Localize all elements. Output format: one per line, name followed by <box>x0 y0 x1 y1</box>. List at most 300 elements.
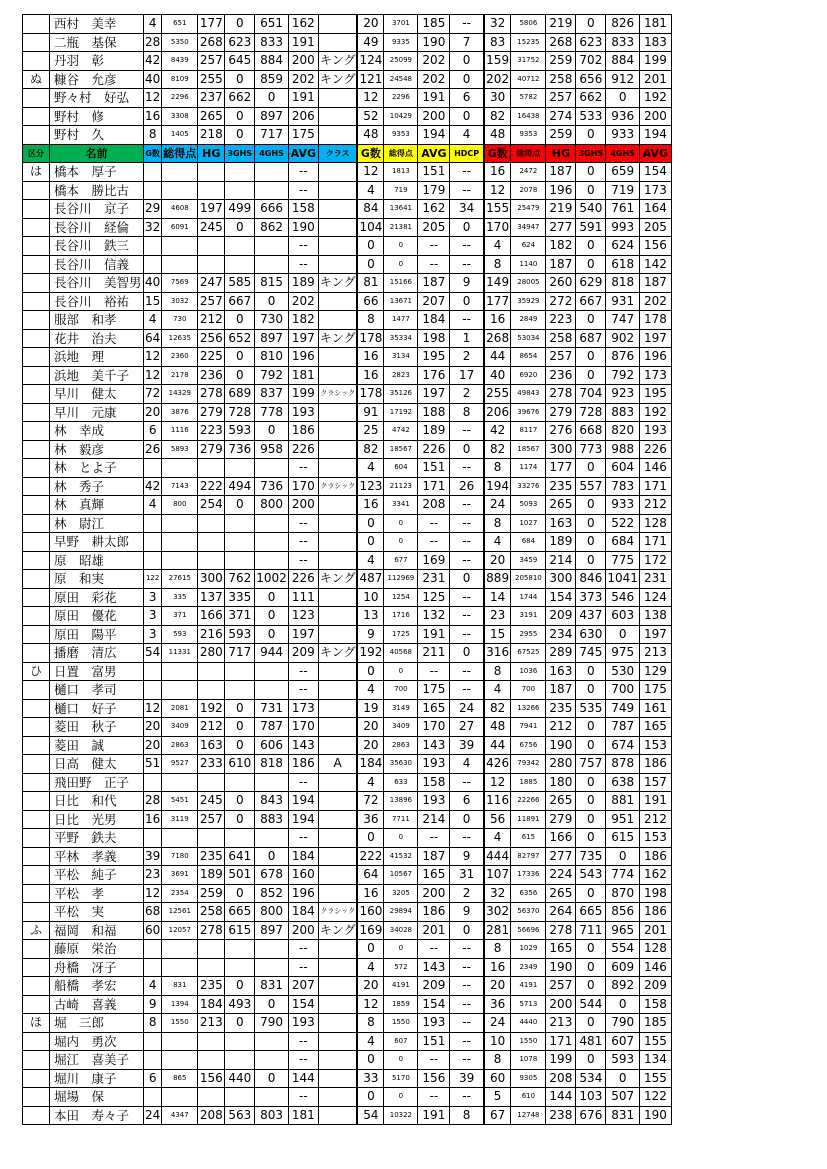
value-cell <box>198 662 225 681</box>
value-cell: 668 <box>576 422 606 441</box>
kubun-cell <box>23 329 50 348</box>
value-cell: 201 <box>639 921 671 940</box>
value-cell: 187 <box>546 255 576 274</box>
table-row <box>23 792 672 811</box>
value-cell: 153 <box>639 736 671 755</box>
value-cell: -- <box>418 829 450 848</box>
value-cell: 730 <box>162 311 198 330</box>
value-cell: 426 <box>484 755 511 774</box>
value-cell: 280 <box>546 755 576 774</box>
table-row <box>23 385 672 404</box>
value-cell: 522 <box>606 514 640 533</box>
value-cell: クラシック <box>318 385 357 404</box>
value-cell: 171 <box>546 1032 576 1051</box>
value-cell: 197 <box>639 329 671 348</box>
name-cell: 原田 彩花 <box>50 588 144 607</box>
value-cell: 213 <box>198 1014 225 1033</box>
value-cell: 773 <box>576 440 606 459</box>
value-cell <box>144 829 162 848</box>
value-cell: 186 <box>639 847 671 866</box>
header-b-1: 総得点 <box>384 144 418 163</box>
value-cell: 652 <box>225 329 255 348</box>
value-cell: 507 <box>606 1088 640 1107</box>
value-cell: 66 <box>357 292 383 311</box>
value-cell: 803 <box>255 1106 289 1125</box>
value-cell: 154 <box>639 163 671 182</box>
value-cell: 280 <box>198 644 225 663</box>
value-cell: 40 <box>144 70 162 89</box>
value-cell: 0 <box>450 440 484 459</box>
value-cell: 774 <box>606 866 640 885</box>
value-cell: 200 <box>418 107 450 126</box>
value-cell: 778 <box>255 403 289 422</box>
value-cell: 178 <box>357 329 383 348</box>
value-cell: 151 <box>418 1032 450 1051</box>
header-b-0: G数 <box>357 144 383 163</box>
value-cell <box>255 163 289 182</box>
value-cell: 28005 <box>511 274 546 293</box>
value-cell: 247 <box>198 274 225 293</box>
value-cell: 173 <box>639 181 671 200</box>
value-cell: 187 <box>546 163 576 182</box>
value-cell <box>255 551 289 570</box>
kubun-cell <box>23 385 50 404</box>
value-cell: 2178 <box>162 366 198 385</box>
value-cell: -- <box>450 311 484 330</box>
value-cell: 208 <box>418 496 450 515</box>
value-cell: 6756 <box>511 736 546 755</box>
value-cell: -- <box>450 181 484 200</box>
value-cell: 876 <box>606 348 640 367</box>
value-cell: 8 <box>484 1051 511 1070</box>
value-cell: 54 <box>357 1106 383 1125</box>
value-cell: 0 <box>576 958 606 977</box>
value-cell: 185 <box>639 1014 671 1033</box>
value-cell: 197 <box>288 329 318 348</box>
name-cell: 野々村 好弘 <box>50 89 144 108</box>
value-cell: 146 <box>639 459 671 478</box>
value-cell: 815 <box>255 274 289 293</box>
value-cell: 39676 <box>511 403 546 422</box>
value-cell: 257 <box>198 52 225 71</box>
kubun-cell <box>23 903 50 922</box>
value-cell <box>318 1014 357 1033</box>
value-cell <box>162 940 198 959</box>
kubun-cell <box>23 348 50 367</box>
value-cell: 1174 <box>511 459 546 478</box>
value-cell: 13 <box>357 607 383 626</box>
value-cell: 1078 <box>511 1051 546 1070</box>
header-b-2: AVG <box>418 144 450 163</box>
value-cell: 170 <box>418 718 450 737</box>
name-cell: 丹羽 彰 <box>50 52 144 71</box>
value-cell: 4742 <box>384 422 418 441</box>
value-cell: 883 <box>255 810 289 829</box>
value-cell: 2354 <box>162 884 198 903</box>
value-cell: -- <box>450 1032 484 1051</box>
value-cell: 40 <box>144 274 162 293</box>
value-cell: 6920 <box>511 366 546 385</box>
value-cell: 1550 <box>511 1032 546 1051</box>
value-cell: 15 <box>144 292 162 311</box>
value-cell: 198 <box>418 329 450 348</box>
value-cell: 843 <box>255 792 289 811</box>
table-row <box>23 829 672 848</box>
value-cell <box>318 459 357 478</box>
table-row <box>23 126 672 145</box>
value-cell: 40 <box>484 366 511 385</box>
name-cell: 原 昭雄 <box>50 551 144 570</box>
table-row <box>23 15 672 34</box>
value-cell: キング <box>318 274 357 293</box>
value-cell: 279 <box>198 440 225 459</box>
value-cell: 717 <box>255 126 289 145</box>
value-cell: 277 <box>546 218 576 237</box>
value-cell <box>162 681 198 700</box>
value-cell: 186 <box>288 755 318 774</box>
value-cell: 35929 <box>511 292 546 311</box>
value-cell: 184 <box>357 755 383 774</box>
value-cell: 958 <box>255 440 289 459</box>
kubun-cell <box>23 274 50 293</box>
value-cell: 28 <box>144 792 162 811</box>
value-cell <box>162 237 198 256</box>
kubun-cell <box>23 681 50 700</box>
kubun-cell <box>23 422 50 441</box>
value-cell: 276 <box>546 422 576 441</box>
value-cell <box>318 1088 357 1107</box>
value-cell <box>318 551 357 570</box>
value-cell: 5451 <box>162 792 198 811</box>
value-cell <box>318 181 357 200</box>
value-cell: 238 <box>546 1106 576 1125</box>
value-cell: 206 <box>484 403 511 422</box>
name-cell: 堀内 勇次 <box>50 1032 144 1051</box>
value-cell: 5 <box>484 1088 511 1107</box>
value-cell: 1859 <box>384 995 418 1014</box>
value-cell: 123 <box>288 607 318 626</box>
value-cell: 184 <box>288 903 318 922</box>
value-cell: 5350 <box>162 33 198 52</box>
value-cell: 8 <box>450 403 484 422</box>
value-cell: 104 <box>357 218 383 237</box>
value-cell <box>198 1032 225 1051</box>
value-cell: 16 <box>484 958 511 977</box>
value-cell <box>198 940 225 959</box>
value-cell: 30 <box>484 89 511 108</box>
value-cell: 12 <box>484 181 511 200</box>
value-cell <box>318 514 357 533</box>
value-cell: 160 <box>288 866 318 885</box>
value-cell: 255 <box>198 70 225 89</box>
value-cell <box>162 1088 198 1107</box>
value-cell: 197 <box>639 625 671 644</box>
value-cell: -- <box>450 940 484 959</box>
value-cell: 257 <box>546 348 576 367</box>
value-cell: -- <box>288 514 318 533</box>
value-cell: 700 <box>511 681 546 700</box>
table-row <box>23 699 672 718</box>
header-a-3: 3GHS <box>225 144 255 163</box>
value-cell <box>318 662 357 681</box>
value-cell: 5713 <box>511 995 546 1014</box>
value-cell: 205 <box>418 218 450 237</box>
value-cell <box>318 736 357 755</box>
value-cell: 3 <box>144 607 162 626</box>
value-cell <box>162 181 198 200</box>
value-cell <box>198 551 225 570</box>
value-cell: 191 <box>288 33 318 52</box>
value-cell: -- <box>450 607 484 626</box>
value-cell: 1477 <box>384 311 418 330</box>
value-cell: 191 <box>418 625 450 644</box>
value-cell: 162 <box>639 866 671 885</box>
name-cell: 樋口 好子 <box>50 699 144 718</box>
value-cell: 260 <box>546 274 576 293</box>
value-cell: 2 <box>450 385 484 404</box>
kubun-cell <box>23 403 50 422</box>
table-row <box>23 237 672 256</box>
value-cell: 0 <box>225 1014 255 1033</box>
value-cell: 0 <box>606 625 640 644</box>
value-cell: 493 <box>225 995 255 1014</box>
value-cell <box>318 958 357 977</box>
value-cell: 10 <box>357 588 383 607</box>
value-cell: 41532 <box>384 847 418 866</box>
value-cell: 1002 <box>255 570 289 589</box>
value-cell: 111 <box>288 588 318 607</box>
value-cell: 138 <box>639 607 671 626</box>
name-cell: 原 和実 <box>50 570 144 589</box>
value-cell: 0 <box>576 15 606 34</box>
value-cell: 8 <box>484 940 511 959</box>
value-cell <box>318 1106 357 1125</box>
value-cell <box>162 773 198 792</box>
value-cell: 543 <box>576 866 606 885</box>
kubun-cell <box>23 311 50 330</box>
value-cell <box>255 255 289 274</box>
value-cell <box>162 459 198 478</box>
value-cell: 0 <box>225 348 255 367</box>
value-cell: 257 <box>198 810 225 829</box>
value-cell: 192 <box>357 644 383 663</box>
value-cell: 3032 <box>162 292 198 311</box>
value-cell: 0 <box>225 496 255 515</box>
value-cell: 0 <box>384 1088 418 1107</box>
value-cell: 24 <box>144 1106 162 1125</box>
kubun-cell <box>23 89 50 108</box>
value-cell: 728 <box>225 403 255 422</box>
value-cell <box>162 829 198 848</box>
kubun-cell <box>23 847 50 866</box>
value-cell: 171 <box>418 477 450 496</box>
value-cell <box>225 163 255 182</box>
value-cell: 8117 <box>511 422 546 441</box>
value-cell: 4 <box>357 958 383 977</box>
value-cell: 134 <box>639 1051 671 1070</box>
value-cell <box>318 107 357 126</box>
value-cell: 856 <box>606 903 640 922</box>
value-cell: -- <box>288 459 318 478</box>
value-cell: 173 <box>639 366 671 385</box>
value-cell: 975 <box>606 644 640 663</box>
table-row <box>23 181 672 200</box>
value-cell: 0 <box>450 107 484 126</box>
value-cell: 4 <box>484 829 511 848</box>
header-a-4: 4GHS <box>255 144 289 163</box>
value-cell: 198 <box>639 884 671 903</box>
value-cell: 12 <box>357 89 383 108</box>
value-cell: 39 <box>450 1069 484 1088</box>
value-cell: 0 <box>576 181 606 200</box>
value-cell <box>255 1088 289 1107</box>
value-cell: 206 <box>288 107 318 126</box>
value-cell: 0 <box>450 292 484 311</box>
value-cell: 618 <box>606 255 640 274</box>
value-cell: 20 <box>357 736 383 755</box>
value-cell <box>144 163 162 182</box>
value-cell: 191 <box>418 89 450 108</box>
value-cell: 730 <box>255 311 289 330</box>
value-cell: 169 <box>418 551 450 570</box>
value-cell: 82797 <box>511 847 546 866</box>
header-a-5: AVG <box>288 144 318 163</box>
value-cell: 289 <box>546 644 576 663</box>
value-cell: 121 <box>357 70 383 89</box>
value-cell: 190 <box>639 1106 671 1125</box>
name-cell: 花井 治夫 <box>50 329 144 348</box>
table-row <box>23 866 672 885</box>
value-cell: 790 <box>255 1014 289 1033</box>
value-cell: 5782 <box>511 89 546 108</box>
value-cell: 689 <box>225 385 255 404</box>
value-cell: 202 <box>288 292 318 311</box>
value-cell: 499 <box>225 200 255 219</box>
name-cell: 平野 鉄夫 <box>50 829 144 848</box>
value-cell: 0 <box>576 255 606 274</box>
value-cell: 184 <box>418 311 450 330</box>
value-cell: 197 <box>418 385 450 404</box>
value-cell: 662 <box>225 89 255 108</box>
value-cell: 187 <box>418 847 450 866</box>
value-cell <box>318 218 357 237</box>
value-cell: キング <box>318 570 357 589</box>
value-cell: 154 <box>418 995 450 1014</box>
value-cell: 91 <box>357 403 383 422</box>
value-cell: 8 <box>484 459 511 478</box>
value-cell: 787 <box>606 718 640 737</box>
value-cell <box>198 459 225 478</box>
value-cell: 160 <box>357 903 383 922</box>
value-cell <box>198 681 225 700</box>
header-a-1: 総得点 <box>162 144 198 163</box>
value-cell: 209 <box>639 977 671 996</box>
value-cell: 36 <box>484 995 511 1014</box>
header-c-2: HG <box>546 144 576 163</box>
value-cell: 687 <box>576 329 606 348</box>
value-cell <box>144 237 162 256</box>
value-cell: 235 <box>546 699 576 718</box>
value-cell: -- <box>418 1051 450 1070</box>
value-cell: 25479 <box>511 200 546 219</box>
value-cell: 0 <box>450 921 484 940</box>
value-cell: 316 <box>484 644 511 663</box>
value-cell: 16438 <box>511 107 546 126</box>
value-cell: -- <box>450 662 484 681</box>
value-cell: 42 <box>144 477 162 496</box>
value-cell: 4347 <box>162 1106 198 1125</box>
value-cell: -- <box>450 977 484 996</box>
value-cell: 0 <box>606 847 640 866</box>
value-cell: 783 <box>606 477 640 496</box>
table-row <box>23 755 672 774</box>
value-cell: 2863 <box>162 736 198 755</box>
value-cell: 213 <box>639 644 671 663</box>
value-cell: 530 <box>606 662 640 681</box>
value-cell <box>255 958 289 977</box>
value-cell: 775 <box>606 551 640 570</box>
value-cell: 711 <box>576 921 606 940</box>
value-cell: 540 <box>576 200 606 219</box>
value-cell: 181 <box>288 1106 318 1125</box>
value-cell: -- <box>418 1088 450 1107</box>
value-cell <box>318 884 357 903</box>
value-cell: 123 <box>357 477 383 496</box>
value-cell: 3 <box>144 588 162 607</box>
value-cell: 10 <box>484 1032 511 1051</box>
value-cell: 4 <box>357 181 383 200</box>
name-cell: 服部 和孝 <box>50 311 144 330</box>
value-cell: A <box>318 755 357 774</box>
kubun-cell <box>23 459 50 478</box>
value-cell: 171 <box>639 533 671 552</box>
table-row <box>23 681 672 700</box>
value-cell: 585 <box>225 274 255 293</box>
value-cell: 44 <box>484 736 511 755</box>
value-cell: 762 <box>225 570 255 589</box>
value-cell: 209 <box>546 607 576 626</box>
value-cell: 219 <box>546 200 576 219</box>
name-cell: 平松 孝 <box>50 884 144 903</box>
value-cell: 214 <box>418 810 450 829</box>
value-cell <box>198 237 225 256</box>
value-cell: 684 <box>511 533 546 552</box>
value-cell: 3341 <box>384 496 418 515</box>
value-cell: 335 <box>225 588 255 607</box>
value-cell: 5893 <box>162 440 198 459</box>
value-cell <box>225 681 255 700</box>
value-cell: 7569 <box>162 274 198 293</box>
value-cell: -- <box>450 514 484 533</box>
value-cell: 603 <box>606 607 640 626</box>
name-cell: 菱田 秋子 <box>50 718 144 737</box>
value-cell: 831 <box>255 977 289 996</box>
value-cell <box>318 810 357 829</box>
value-cell: 224 <box>546 866 576 885</box>
value-cell: 278 <box>546 385 576 404</box>
value-cell: 0 <box>225 810 255 829</box>
value-cell: 16 <box>144 107 162 126</box>
value-cell: 264 <box>546 903 576 922</box>
value-cell: 15166 <box>384 274 418 293</box>
value-cell: 3205 <box>384 884 418 903</box>
value-cell <box>318 792 357 811</box>
name-cell: 野村 久 <box>50 126 144 145</box>
value-cell: 193 <box>418 1014 450 1033</box>
value-cell <box>162 533 198 552</box>
value-cell: 103 <box>576 1088 606 1107</box>
value-cell: 212 <box>639 810 671 829</box>
